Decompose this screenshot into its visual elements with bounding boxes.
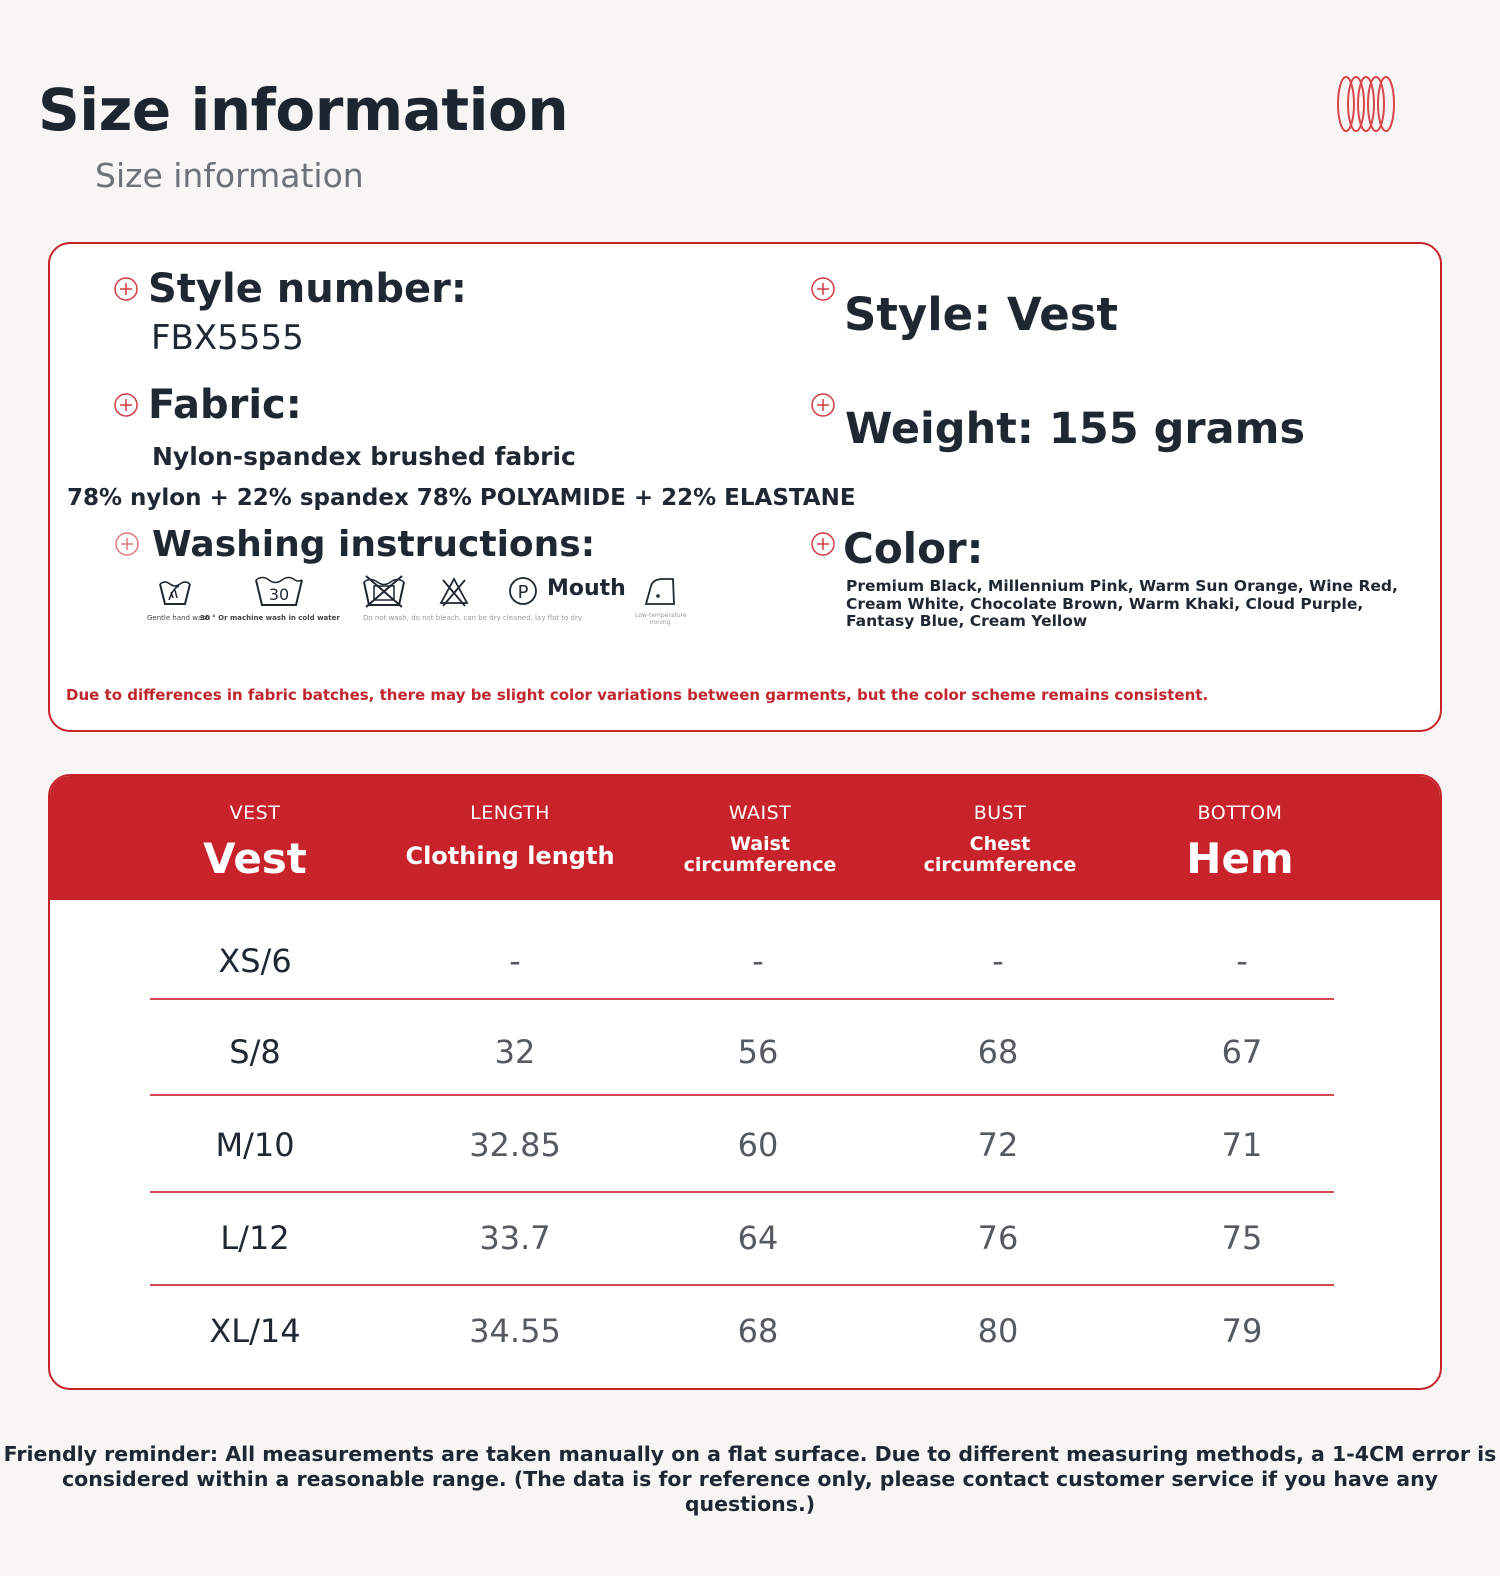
- size-cell: M/10: [215, 1126, 295, 1164]
- waist-cell: 56: [737, 1033, 779, 1071]
- machine-wash-caption: 30 ° Or machine wash in cold water: [200, 614, 340, 622]
- color-variation-note: Due to differences in fabric batches, there may be slight color variations between garments, but the color scheme remains consistent.: [66, 686, 1209, 704]
- color-values: Premium Black, Millennium Pink, Warm Sun Orange, Wine Red, Cream White, Chocolate Brown, Warm Khaki, Cloud Purple, Fantasy Blue, Cream Yellow: [846, 577, 1398, 630]
- do-not-bleach-icon: [439, 574, 469, 608]
- length-cell: 34.55: [469, 1312, 561, 1350]
- hand-wash-caption: Gentle hand wash: [147, 614, 211, 622]
- length-cell: 32: [494, 1033, 536, 1071]
- size-cell: XS/6: [218, 942, 292, 980]
- style-number-label: Style number:: [148, 266, 467, 312]
- table-row: [50, 1284, 1440, 1378]
- wash-temp-label: 30: [268, 585, 290, 604]
- table-row: [50, 1191, 1440, 1285]
- size-cell: XL/14: [209, 1312, 301, 1350]
- plus-circle-icon: [811, 532, 835, 556]
- bust-cell: 72: [977, 1126, 1019, 1164]
- bust-cell: 68: [977, 1033, 1019, 1071]
- table-row: [50, 914, 1440, 1008]
- svg-text:P: P: [517, 582, 529, 603]
- hem-cell: 79: [1221, 1312, 1263, 1350]
- size-cell: S/8: [229, 1033, 281, 1071]
- weight-label: Weight: 155 grams: [845, 404, 1306, 454]
- style-label: Style: Vest: [844, 288, 1119, 341]
- column-header-length: LENGTH Clothing length: [405, 802, 615, 870]
- waist-cell: 68: [737, 1312, 779, 1350]
- fabric-name: Nylon-spandex brushed fabric: [152, 442, 576, 471]
- low-iron-caption: Low-temperature ironing: [635, 612, 687, 626]
- plus-circle-icon: [114, 393, 138, 417]
- mouth-label: Mouth: [547, 576, 626, 601]
- length-cell: 32.85: [469, 1126, 561, 1164]
- column-header-waist: WAIST Waist circumference: [683, 802, 837, 876]
- fabric-label: Fabric:: [148, 382, 302, 428]
- plus-circle-icon: [115, 532, 139, 556]
- do-not-wash-icon: [360, 574, 408, 608]
- waist-cell: 64: [737, 1219, 779, 1257]
- washing-icons-row: [145, 574, 705, 630]
- length-cell: 33.7: [479, 1219, 551, 1257]
- bust-cell: 76: [977, 1219, 1019, 1257]
- bust-cell: 80: [977, 1312, 1019, 1350]
- hand-wash-icon: [157, 574, 193, 608]
- hem-cell: 71: [1221, 1126, 1263, 1164]
- row-divider: [150, 998, 1334, 1000]
- bust-cell: -: [992, 942, 1004, 980]
- table-row: [50, 1005, 1440, 1099]
- reminder-line-1: Friendly reminder: All measurements are taken manually on a flat surface. Due to different measuring methods, a 1-4CM error is: [3, 1442, 1497, 1466]
- column-header-bust: BUST Chest circumference: [923, 802, 1077, 876]
- waist-cell: 60: [737, 1126, 779, 1164]
- waist-cell: -: [752, 942, 764, 980]
- hem-cell: 67: [1221, 1033, 1263, 1071]
- size-table: [48, 774, 1442, 1390]
- brand-logo-icon: [1336, 74, 1396, 134]
- row-divider: [150, 1094, 1334, 1096]
- length-cell: -: [509, 942, 521, 980]
- color-label: Color:: [843, 524, 984, 573]
- plus-circle-icon: [811, 277, 835, 301]
- size-cell: L/12: [220, 1219, 290, 1257]
- dry-clean-p-icon: [507, 574, 539, 608]
- dry-clean-caption: Do not wash, do not bleach, can be dry cleaned, lay flat to dry: [363, 614, 582, 622]
- page-subtitle: Size information: [95, 156, 364, 195]
- low-iron-icon: [643, 574, 677, 608]
- plus-circle-icon: [811, 393, 835, 417]
- measurement-reminder: [0, 1442, 1500, 1517]
- table-row: [50, 1098, 1440, 1192]
- table-header: [50, 776, 1440, 900]
- plus-circle-icon: [114, 277, 138, 301]
- machine-wash-30-icon: [253, 574, 305, 608]
- column-header-vest: VEST Vest: [203, 802, 307, 883]
- hem-cell: -: [1236, 942, 1248, 980]
- washing-instructions-label: Washing instructions:: [152, 524, 596, 565]
- fabric-composition: 78% nylon + 22% spandex 78% POLYAMIDE + 22% ELASTANE: [67, 485, 856, 511]
- hem-cell: 75: [1221, 1219, 1263, 1257]
- page-title: Size information: [38, 76, 569, 144]
- column-header-bottom: BOTTOM Hem: [1186, 802, 1294, 883]
- reminder-line-2: considered within a reasonable range. (The data is for reference only, please contact customer service if you have any questions.): [61, 1467, 1439, 1516]
- style-number-value: FBX5555: [151, 318, 304, 358]
